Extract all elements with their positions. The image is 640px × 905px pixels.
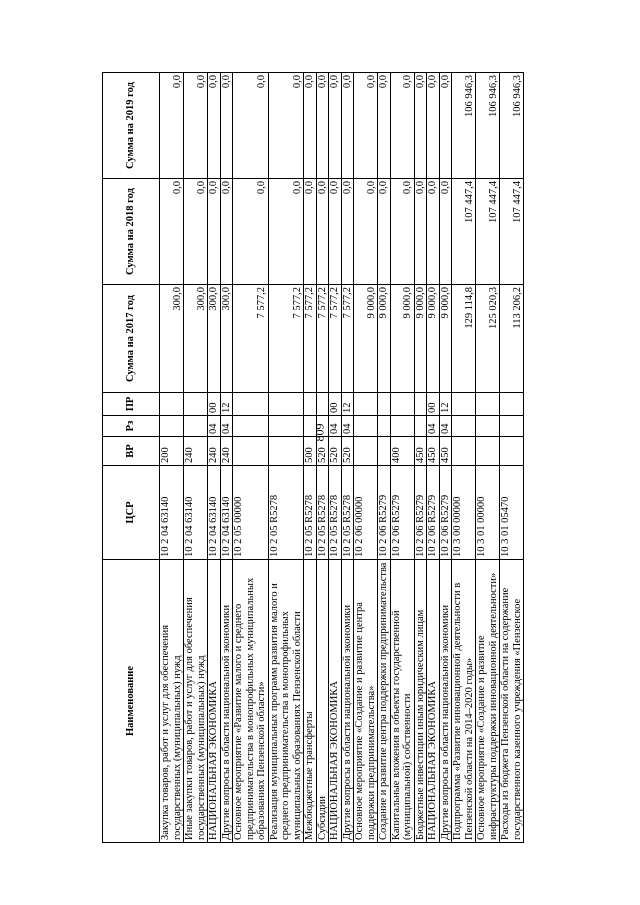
cell-name: Создание и развитие центра поддержки предпринимательства [378,560,391,843]
cell-vr: 450 [414,437,427,466]
table-row [160,73,184,843]
cell-csr: 10 2 04 63140 [208,466,221,560]
table-row [452,73,476,843]
cell-name: Подпрограмма «Развитие инновационной деятельности в Пензенской области на 2014–2020 годы» [452,560,476,843]
cell-vr [500,437,524,466]
rotated-table-container [102,73,562,843]
table-row [208,73,221,843]
cell-vr: 240 [184,437,208,466]
cell-csr: 10 2 05 R5278 [304,466,317,560]
cell-name: Основное мероприятие «Создание и развитие центра поддержки предпринимательства» [354,560,378,843]
cell-csr: 10 2 06 R5279 [439,466,452,560]
cell-name: Иные закупки товаров, работ и услуг для обеспечения государственных (муниципальных) нужд [184,560,208,843]
cell-sum-2018: 0,0 [354,179,378,285]
cell-rz [316,416,329,437]
cell-sum-2017: 300,0 [184,285,208,393]
cell-vr [476,437,500,466]
cell-rz [354,416,378,437]
header-csr: ЦСР [103,466,160,560]
cell-vr: 240 [220,437,233,466]
cell-sum-2017: 7 577,2 [341,285,354,393]
table-row [390,73,414,843]
header-vr: ВР [103,437,160,466]
cell-pr [452,393,476,416]
cell-pr [184,393,208,416]
cell-rz: 04 [439,416,452,437]
cell-sum-2018: 0,0 [316,179,329,285]
table-body [160,73,524,843]
header-name: Наименование [103,560,160,843]
cell-sum-2018: 107 447,4 [476,179,500,285]
cell-pr: 12 [439,393,452,416]
cell-sum-2019: 0,0 [390,73,414,179]
cell-sum-2019: 0,0 [439,73,452,179]
cell-sum-2017: 9 000,0 [354,285,378,393]
cell-pr [414,393,427,416]
cell-sum-2017: 7 577,2 [233,285,269,393]
cell-rz [414,416,427,437]
cell-rz [184,416,208,437]
cell-csr: 10 2 05 00000 [233,466,269,560]
table-row [220,73,233,843]
cell-rz [304,416,317,437]
cell-vr: 240 [208,437,221,466]
cell-sum-2018: 107 447,4 [500,179,524,285]
cell-sum-2019: 0,0 [341,73,354,179]
cell-sum-2017: 7 577,2 [268,285,304,393]
cell-name: Субсидии [316,560,329,843]
cell-sum-2017: 9 000,0 [378,285,391,393]
cell-sum-2019: 0,0 [329,73,342,179]
table-row [316,73,329,843]
cell-sum-2019: 0,0 [378,73,391,179]
cell-csr: 10 3 01 00000 [476,466,500,560]
cell-name: НАЦИОНАЛЬНАЯ ЭКОНОМИКА [208,560,221,843]
cell-sum-2017: 125 020,3 [476,285,500,393]
table-row [427,73,440,843]
cell-name: Реализация муниципальных программ развития малого и среднего предпринимательства в монопрофильных муниципальных образованиях Пензенской области [268,560,304,843]
cell-sum-2018: 0,0 [414,179,427,285]
cell-sum-2018: 0,0 [329,179,342,285]
cell-sum-2018: 0,0 [268,179,304,285]
cell-csr: 10 2 06 R5279 [414,466,427,560]
cell-sum-2019: 0,0 [220,73,233,179]
cell-sum-2018: 0,0 [304,179,317,285]
cell-rz [390,416,414,437]
cell-sum-2017: 300,0 [208,285,221,393]
cell-sum-2018: 0,0 [378,179,391,285]
cell-sum-2018: 0,0 [427,179,440,285]
cell-name: Капитальные вложения в объекты государственной (муниципальной) собственности [390,560,414,843]
cell-vr [378,437,391,466]
cell-csr: 10 2 05 R5278 [316,466,329,560]
cell-pr [233,393,269,416]
cell-sum-2017: 9 000,0 [390,285,414,393]
cell-rz: 04 [427,416,440,437]
cell-sum-2019: 106 946,3 [500,73,524,179]
cell-rz: 04 [329,416,342,437]
cell-sum-2019: 0,0 [208,73,221,179]
table-row [268,73,304,843]
cell-name: Другие вопросы в области национальной экономики [341,560,354,843]
cell-pr [316,393,329,416]
table-row [354,73,378,843]
cell-csr: 10 2 04 63140 [184,466,208,560]
cell-name: Межбюджетные трансферты [304,560,317,843]
cell-sum-2018: 0,0 [184,179,208,285]
cell-name: Другие вопросы в области национальной экономики [439,560,452,843]
cell-sum-2017: 9 000,0 [427,285,440,393]
header-rz: Рз [103,416,160,437]
cell-name: Бюджетные инвестиции иным юридическим лицам [414,560,427,843]
cell-csr: 10 3 00 00000 [452,466,476,560]
table-row [500,73,524,843]
table-row [414,73,427,843]
cell-pr [268,393,304,416]
cell-rz [500,416,524,437]
cell-rz [160,416,184,437]
cell-csr: 10 2 05 R5278 [329,466,342,560]
cell-sum-2019: 0,0 [316,73,329,179]
cell-vr [268,437,304,466]
cell-sum-2017: 7 577,2 [329,285,342,393]
cell-csr: 10 2 06 00000 [354,466,378,560]
cell-name: Другие вопросы в области национальной экономики [220,560,233,843]
cell-name: НАЦИОНАЛЬНАЯ ЭКОНОМИКА [329,560,342,843]
cell-rz [476,416,500,437]
cell-pr [354,393,378,416]
cell-pr: 00 [427,393,440,416]
cell-pr: 00 [329,393,342,416]
cell-rz [452,416,476,437]
cell-csr: 10 2 06 R5279 [378,466,391,560]
cell-vr: 520 [341,437,354,466]
cell-sum-2017: 9 000,0 [439,285,452,393]
cell-sum-2017: 300,0 [160,285,184,393]
cell-vr [354,437,378,466]
cell-pr [476,393,500,416]
table-row [184,73,208,843]
table-row [439,73,452,843]
cell-sum-2019: 106 946,3 [476,73,500,179]
cell-sum-2018: 0,0 [439,179,452,285]
cell-pr: 12 [341,393,354,416]
cell-csr: 10 2 04 63140 [160,466,184,560]
cell-sum-2019: 0,0 [304,73,317,179]
cell-vr: 520 [329,437,342,466]
cell-rz: 04 [208,416,221,437]
budget-table [102,72,524,843]
header-sum-2017: Сумма на 2017 год [103,285,160,393]
cell-sum-2019: 0,0 [233,73,269,179]
cell-rz: 04 [341,416,354,437]
cell-sum-2017: 9 000,0 [414,285,427,393]
cell-sum-2019: 106 946,3 [452,73,476,179]
cell-sum-2019: 0,0 [427,73,440,179]
cell-sum-2018: 0,0 [220,179,233,285]
cell-rz [233,416,269,437]
table-header-row [103,73,160,843]
cell-vr: 450 [427,437,440,466]
cell-sum-2019: 0,0 [184,73,208,179]
table-row [341,73,354,843]
header-sum-2019: Сумма на 2019 год [103,73,160,179]
cell-csr: 10 2 05 R5278 [268,466,304,560]
cell-sum-2017: 113 206,2 [500,285,524,393]
cell-vr: 450 [439,437,452,466]
header-sum-2018: Сумма на 2018 год [103,179,160,285]
table-row [329,73,342,843]
cell-csr: 10 2 06 R5279 [390,466,414,560]
cell-pr: 12 [220,393,233,416]
cell-sum-2018: 0,0 [390,179,414,285]
cell-vr: 400 [390,437,414,466]
cell-sum-2018: 0,0 [160,179,184,285]
cell-vr: 520 [316,437,329,466]
cell-name: Закупка товаров, работ и услуг для обеспечения государственных (муниципальных) нужд [160,560,184,843]
cell-sum-2019: 0,0 [160,73,184,179]
cell-csr: 10 2 04 63140 [220,466,233,560]
table-row [378,73,391,843]
cell-vr: 200 [160,437,184,466]
cell-sum-2019: 0,0 [414,73,427,179]
cell-sum-2018: 107 447,4 [452,179,476,285]
cell-sum-2019: 0,0 [268,73,304,179]
cell-sum-2017: 300,0 [220,285,233,393]
cell-sum-2019: 0,0 [354,73,378,179]
cell-pr [378,393,391,416]
cell-sum-2017: 129 114,8 [452,285,476,393]
table-row [233,73,269,843]
cell-rz: 04 [220,416,233,437]
cell-pr [500,393,524,416]
cell-vr [452,437,476,466]
table-row [476,73,500,843]
cell-sum-2018: 0,0 [341,179,354,285]
cell-name: Основное мероприятие «Создание и развитие инфраструктуры поддержки инновационной деятельности» [476,560,500,843]
header-pr: ПР [103,393,160,416]
cell-sum-2018: 0,0 [208,179,221,285]
cell-pr [304,393,317,416]
cell-pr: 00 [208,393,221,416]
cell-csr: 10 2 05 R5278 [341,466,354,560]
cell-pr [160,393,184,416]
cell-name: Основное мероприятие «Развитие малого и среднего предпринимательства в монопрофильных муниципальных образованиях Пензенской области» [233,560,269,843]
cell-sum-2017: 7 577,2 [304,285,317,393]
cell-sum-2018: 0,0 [233,179,269,285]
page-number: 809 [312,423,327,442]
cell-name: НАЦИОНАЛЬНАЯ ЭКОНОМИКА [427,560,440,843]
cell-rz [268,416,304,437]
cell-csr: 10 2 06 R5279 [427,466,440,560]
cell-name: Расходы из бюджета Пензенской области на содержание государственного казенного учреждения «Пензенское [500,560,524,843]
cell-csr: 10 3 01 05470 [500,466,524,560]
cell-sum-2017: 7 577,2 [316,285,329,393]
cell-vr [233,437,269,466]
cell-vr: 500 [304,437,317,466]
cell-pr [390,393,414,416]
cell-rz [378,416,391,437]
table-row [304,73,317,843]
